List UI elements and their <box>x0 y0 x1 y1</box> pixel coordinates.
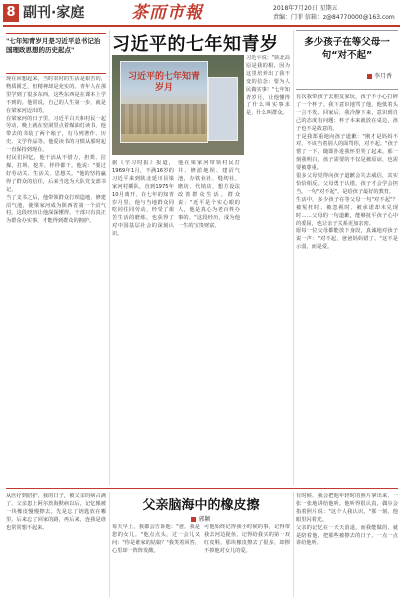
book-photo <box>112 55 244 155</box>
feature-title: 习近平的七年知青岁 <box>112 34 279 55</box>
bottom-article-byline <box>112 514 290 523</box>
page-header <box>3 3 400 27</box>
right-article-body: 有次我带孩子去朋友家玩，孩子不小心打碎了一个杯子。我下意识地骂了他，他低着头一言不发。回家后，我冷静下来，意识到自己的态度有问题：杯子本来就放在桌边，孩子也不是故意的。 于是我郑重地向孩子道歉："刚才是妈妈不对，不该当着别人的面骂你，对不起。"孩子愣了一下，随即扑进我怀里哭了起来。那一刻我明白，孩子需要的不仅是被原谅，也需要被尊重。 很多父母觉得向孩子道歉会失去威信，其实恰恰相反。父母勇于认错，孩子才会学会担当。一句"对不起"，是给孩子最好的教育。 生活中，多少孩子在等父母一句"对不起"？被冤枉时、被忽视时、被承诺却未兑现时……父母的一句道歉，能够抚平孩子心中的委屈，也让亲子关系更加亲密。 愿每一位父母都能放下身段，真诚地对孩子说一声："对不起，爸爸妈妈错了。"这不是示弱，而是爱。 <box>296 94 398 251</box>
book-spine <box>208 77 238 141</box>
lede-quote: "七年知青岁月是习近平总书记治国理政思想的历史起点" <box>6 33 106 74</box>
editor-contact: 责编：门菲 信箱：z@84770000@163.com <box>273 14 395 21</box>
cover-illustration <box>121 104 207 134</box>
right-article-byline <box>367 71 392 80</box>
column-rule <box>109 492 110 597</box>
page-number: 8 <box>3 4 19 22</box>
bottom-article-title: 父亲脑海中的橡皮擦 <box>142 498 260 513</box>
feature-col-3: 习近平说："陕北高原是我的根，因为这里培养出了我不变的信念：要为人民做实事！"七年知青岁月，让他懂得了什么叫实事求是，什么叫群众。 <box>246 55 290 117</box>
newspaper-masthead: 茶而市報 <box>131 3 203 23</box>
issue-meta <box>273 4 398 22</box>
article-left-body <box>6 76 106 481</box>
right-article-title: 多少孩子在等父母一句“对不起” <box>304 37 390 61</box>
book-cover-title: 习近平的七年知青岁月 <box>127 72 200 93</box>
byline-marker-icon <box>367 74 372 79</box>
bottom-article-author: 郭颖 <box>198 516 211 523</box>
column-rule <box>293 492 294 597</box>
column-rule <box>109 30 110 485</box>
book-cover <box>120 61 208 143</box>
bottom-article-col-3: 可他始终记得我小时候的事，记得带我去河边捉鱼，记得给我买的第一双红皮鞋。那块橡皮擦去了很多，却擦不掉他对女儿的爱。 <box>204 524 290 554</box>
right-article-author: 李月香 <box>373 73 392 80</box>
byline-marker-icon <box>191 517 196 522</box>
issue-date: 2018年7月20日 星期五 <box>273 5 338 12</box>
section-divider <box>6 488 398 489</box>
right-article-header <box>296 30 398 90</box>
feature-col-1: 据《学习时报》报道，1969年1月，不满16岁的习近平来到陕北延川县梁家河村插队，直到1975年10月离开。在七年的知青岁月里，他与当地群众同吃同住同劳动，经受了艰苦生活的磨炼，也获得了对中国基层社会的深刻认识。 <box>112 160 174 238</box>
bottom-article-col-4: 有时候，我会把他年轻时的照片拿出来，一张一张地讲给他听。他听得很认真，偶尔会指着照片说："这个人我认识。"那一刻，他眼里闪着光。 父亲的记忆在一天天消退，而我能做的，就是陪着他，把那些被擦去的日子，一点一点讲给他听。 <box>296 493 398 547</box>
article-left-text: 现在回想起来，当时农村的生活是艰苦的，物质匮乏，但精神却是充实的。青年人在那里学到了很多东西，这些东西是在课本上学不到的。他常说，自己的人生第一步，就是在梁家河迈出的。 在梁家河的日子里，习近平白天和村民一起劳动，晚上就在窑洞里点着煤油灯读书。他带去的书装了两个箱子，有马列著作、历史、文学作品等。他爱读书的习惯从那时起一直保持到现在。 村民们回忆，他干活从不惜力，担粪、拉煤、打坝、挖井，样样都干。他说："要过好劳动关、生活关、思想关。"他的坚持赢得了群众的信任，后来当选为大队党支部书记。 当了支书之后，他带领群众打坝造地、修建沼气池，使梁家河成为陕西省第一个沼气村。这段经历让他深深懂得，干部只有真正为群众办实事，才能得到群众的拥护。 <box>6 76 106 225</box>
section-name: 副刊·家庭 <box>23 5 85 21</box>
column-rule <box>293 30 294 485</box>
feature-col-2: 他在梁家河带领村民打井、修淤地坝、建沼气池，办铁业社、缝纫社、磨坊、代销店，想方设法改善群众生活。群众说："近平是个实心眼的人，他是真心为老百姓办事的。"这段经历，成为他一生的宝贵财富。 <box>178 160 240 230</box>
bottom-article-col-1: 从医疗到陪护，我的日子，被父亲的病占满了。父亲患上阿尔茨海默病以后，记忆像被一块橡皮慢慢擦去。先是忘了钥匙放在哪里，后来忘了回家的路，再后来，连我是谁也常常想不起来。 <box>6 493 106 531</box>
bottom-article-col-2: 每天早上，我都会告诉他："爸，我是您的女儿。"他点点头，过一会儿又问："你是谁家的姑娘？"我笑着回答，心里却一阵阵发酸。 <box>112 524 200 554</box>
